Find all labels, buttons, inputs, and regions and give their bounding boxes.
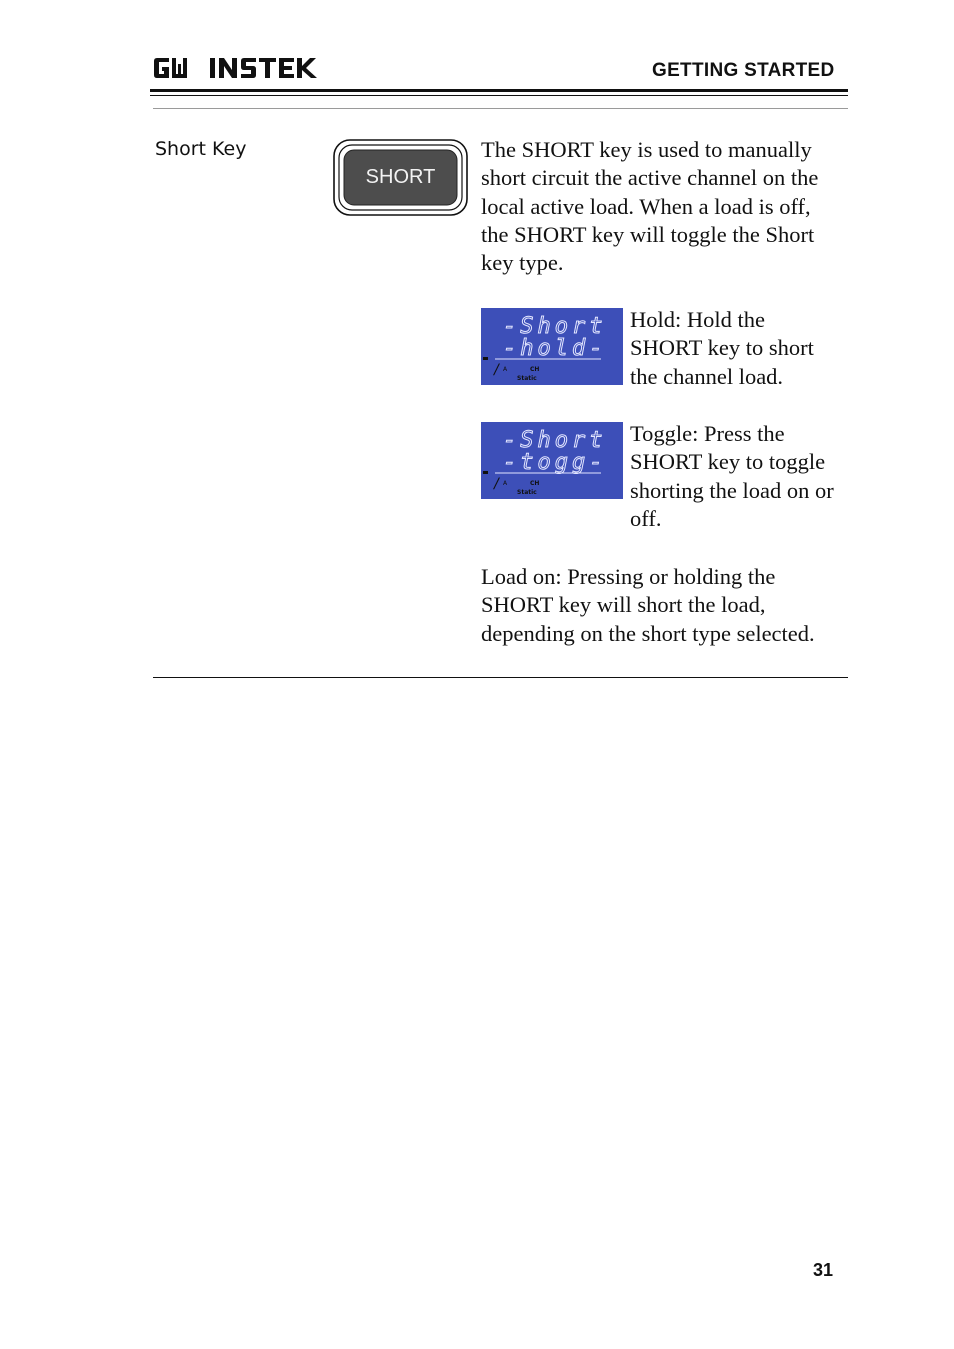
lcd-toggle-mode: Static <box>517 489 537 496</box>
lcd-hold-channel: CH <box>530 366 540 373</box>
header-rule-thin <box>150 95 848 96</box>
hold-text: Hold: Hold the SHORT key to short the channel load. <box>630 307 814 389</box>
lcd-display-toggle <box>481 422 623 499</box>
lcd-hold-mode: Static <box>517 375 537 382</box>
table-top-rule <box>153 108 848 109</box>
toggle-text: Toggle: Press the SHORT key to toggle shorting the load on or off. <box>630 421 834 531</box>
section-title: GETTING STARTED <box>652 60 835 81</box>
table-bottom-rule <box>153 677 848 678</box>
page-number: 31 <box>813 1260 834 1280</box>
lcd-display-hold <box>481 308 623 385</box>
lcd-toggle-unit: A <box>503 480 508 487</box>
lcd-hold-unit: A <box>503 366 508 373</box>
lcd-hold-line2: -hold- <box>503 336 607 361</box>
lcd-toggle-line2: -togg- <box>503 450 607 475</box>
lcd-hold-line1: -Short <box>503 314 607 339</box>
short-key-label: SHORT <box>365 166 436 188</box>
header-rule-thick <box>150 89 848 92</box>
short-key-illustration <box>333 139 468 216</box>
intro-text: The SHORT key is used to manually short circuit the active channel on the local active load. When a load is off, the SHORT key will toggle the Short key type. <box>481 137 819 276</box>
svg-text:/: / <box>494 476 499 492</box>
brand-logo <box>153 55 323 81</box>
entry-label: Short Key <box>155 138 247 160</box>
lcd-toggle-line1: -Short <box>503 428 607 453</box>
svg-text:/: / <box>494 362 499 378</box>
lcd-toggle-channel: CH <box>530 480 540 487</box>
load-on-text: Load on: Pressing or holding the SHORT key will short the load, depending on the short type selected. <box>481 564 815 646</box>
